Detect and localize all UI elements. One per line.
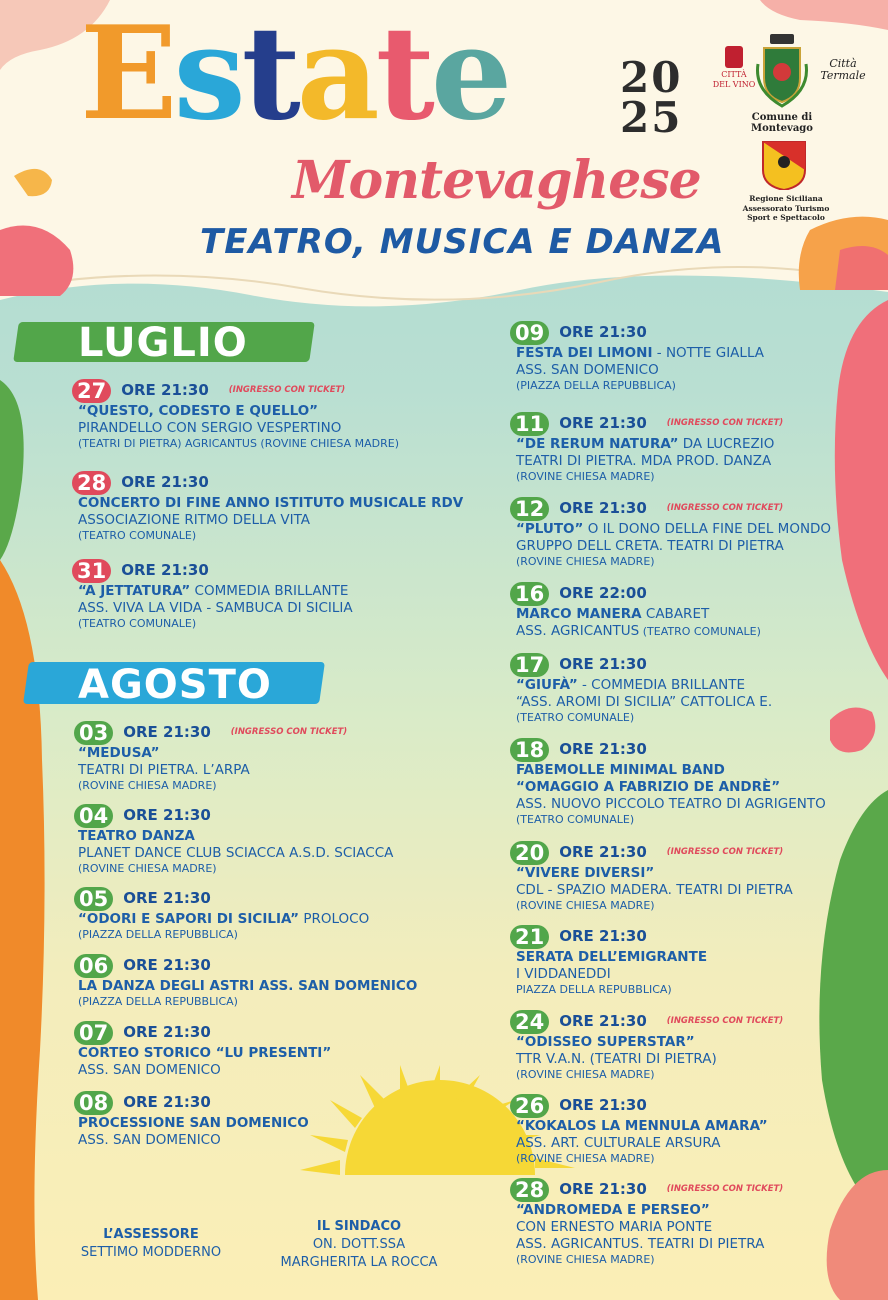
date-badge: 05 — [74, 887, 113, 911]
event-line: ASS. VIVA LA VIDA - SAMBUCA DI SICILIA — [78, 600, 353, 616]
event-time: ORE 21:30 — [123, 889, 211, 907]
event-line: ASS. ART. CULTURALE ARSURA — [516, 1135, 721, 1151]
ticket-note: (INGRESSO CON TICKET) — [666, 503, 784, 513]
month-agosto: AGOSTO — [78, 662, 272, 708]
date-badge: 28 — [510, 1178, 549, 1202]
event-venue: (PIAZZA DELLA REPUBBLICA) — [78, 995, 238, 1008]
event-venue: (TEATRO COMUNALE) — [78, 529, 197, 542]
event-title: “GIUFÀ” — [516, 677, 578, 693]
event-venue: (ROVINE CHIESA MADRE) — [516, 1253, 655, 1266]
date-badge: 24 — [510, 1010, 549, 1034]
date-badge: 28 — [72, 471, 111, 495]
event-time: ORE 21:30 — [559, 1096, 647, 1114]
comune-crest — [752, 34, 812, 112]
event-time: ORE 21:30 — [559, 414, 647, 432]
event-venue: (TEATRO COMUNALE) — [78, 617, 197, 630]
event-item — [74, 1090, 309, 1149]
date-badge: 18 — [510, 738, 549, 762]
event-time: ORE 21:30 — [123, 1023, 211, 1041]
event-title: “MEDUSA” — [78, 745, 160, 761]
event-venue: (TEATRO COMUNALE) — [516, 711, 635, 724]
event-line: ASS. NUOVO PICCOLO TEATRO DI AGRIGENTO — [516, 796, 826, 812]
event-venue: (TEATRO COMUNALE) — [516, 813, 635, 826]
ticket-note: (INGRESSO CON TICKET) — [666, 1016, 784, 1026]
title-letter: t — [241, 0, 297, 149]
event-time: ORE 21:30 — [559, 843, 647, 861]
event-venue: (ROVINE CHIESA MADRE) — [516, 1068, 655, 1081]
event-line: PIRANDELLO CON SERGIO VESPERTINO — [78, 420, 342, 436]
logo-citta-vino: CITTÀ DEL VINO — [712, 46, 756, 90]
date-badge: 20 — [510, 841, 549, 865]
signature-sindaco: IL SINDACO ON. DOTT.SSA MARGHERITA LA ROCCA — [280, 1219, 438, 1270]
event-time: ORE 21:30 — [121, 381, 209, 399]
event-time: ORE 21:30 — [559, 323, 647, 341]
event-time: ORE 21:30 — [123, 1093, 211, 1111]
title-letter: e — [430, 0, 509, 149]
event-time: ORE 21:30 — [559, 655, 647, 673]
event-item — [74, 720, 347, 793]
ticket-note: (INGRESSO CON TICKET) — [228, 385, 346, 395]
month-luglio: LUGLIO — [78, 320, 248, 366]
event-venue: (ROVINE CHIESA MADRE) — [516, 1152, 655, 1165]
trinacria-icon — [761, 140, 807, 190]
event-venue: (ROVINE CHIESA MADRE) — [78, 862, 217, 875]
date-badge: 21 — [510, 925, 549, 949]
event-line: PLANET DANCE CLUB SCIACCA A.S.D. SCIACCA — [78, 845, 394, 861]
event-title: “A JETTATURA” — [78, 583, 191, 599]
event-line: CON ERNESTO MARIA PONTE — [516, 1219, 713, 1235]
event-time: ORE 21:30 — [559, 1012, 647, 1030]
event-title: “PLUTO” — [516, 521, 584, 537]
event-line: ASS. AGRICANTUS (TEATRO COMUNALE) — [516, 623, 761, 639]
event-line: ASS. SAN DOMENICO — [516, 362, 659, 378]
logo-citta-termale: Città Termale — [820, 57, 866, 82]
date-badge: 31 — [72, 559, 111, 583]
regione-label: Regione Siciliana Assessorato Turismo Sport e Spettacolo — [742, 194, 830, 222]
event-line: TEATRI DI PIETRA. MDA PROD. DANZA — [516, 453, 772, 469]
event-title: “KOKALOS LA MENNULA AMARA” — [516, 1118, 768, 1134]
event-venue: (ROVINE CHIESA MADRE) — [516, 899, 655, 912]
event-item: 16 ORE 22:00 MARCO MANERA CABARET ASS. AGRICANTUS (TEATRO COMUNALE) — [510, 581, 761, 640]
event-item — [510, 1177, 783, 1267]
event-title: FESTA DEI LIMONI — [516, 345, 653, 361]
event-item — [510, 1093, 768, 1166]
event-title: LA DANZA DEGLI ASTRI ASS. SAN DOMENICO — [78, 978, 418, 994]
wine-icon — [725, 46, 743, 68]
event-venue: PIAZZA DELLA REPUBBLICA) — [516, 983, 672, 996]
event-item: 17 ORE 21:30 “GIUFÀ” - COMMEDIA BRILLANTE “ASS. AROMI DI SICILIA” CATTOLICA E. (TEATRO COMUNALE) — [510, 652, 772, 725]
event-time: ORE 21:30 — [123, 956, 211, 974]
event-venue: (PIAZZA DELLA REPUBBLICA) — [516, 379, 676, 392]
date-badge: 11 — [510, 412, 549, 436]
event-line: TTR V.A.N. (TEATRI DI PIETRA) — [516, 1051, 717, 1067]
date-badge: 09 — [510, 321, 549, 345]
date-badge: 04 — [74, 804, 113, 828]
event-item — [72, 378, 399, 451]
event-line: I VIDDANEDDI — [516, 966, 611, 982]
event-title: TEATRO DANZA — [78, 828, 195, 844]
ticket-note: (INGRESSO CON TICKET) — [666, 418, 784, 428]
event-title: PROCESSIONE SAN DOMENICO — [78, 1115, 309, 1131]
event-title: “ODORI E SAPORI DI SICILIA” — [78, 911, 300, 927]
ticket-note: (INGRESSO CON TICKET) — [230, 727, 348, 737]
signature-assessore: L’ASSESSORE SETTIMO MODDERNO — [80, 1227, 222, 1260]
event-item — [510, 924, 707, 997]
title-letter: t — [375, 0, 431, 149]
event-venue: (ROVINE CHIESA MADRE) — [516, 470, 655, 483]
event-item — [74, 953, 417, 1009]
ticket-note: (INGRESSO CON TICKET) — [666, 1184, 784, 1194]
comune-label: Comune di Montevago — [751, 112, 813, 134]
event-title: MARCO MANERA — [516, 606, 642, 622]
event-venue: (PIAZZA DELLA REPUBBLICA) — [78, 928, 238, 941]
date-badge: 12 — [510, 497, 549, 521]
event-venue: (TEATRI DI PIETRA) AGRICANTUS (ROVINE CHIESA MADRE) — [78, 437, 399, 450]
regione-logo — [760, 140, 808, 194]
date-badge: 03 — [74, 721, 113, 745]
event-item — [72, 470, 463, 543]
event-time: ORE 21:30 — [123, 723, 211, 741]
event-item: 05 ORE 21:30 “ODORI E SAPORI DI SICILIA” PROLOCO (PIAZZA DELLA REPUBBLICA) — [74, 886, 369, 942]
date-badge: 16 — [510, 582, 549, 606]
event-time: ORE 21:30 — [121, 473, 209, 491]
title-letter: s — [173, 0, 242, 149]
title-letter: E — [80, 0, 174, 149]
event-time: ORE 21:30 — [121, 561, 209, 579]
event-title: “ANDROMEDA E PERSEO” — [516, 1202, 710, 1218]
event-item: 31 ORE 21:30 “A JETTATURA” COMMEDIA BRILLANTE ASS. VIVA LA VIDA - SAMBUCA DI SICILIA (TEATRO COMUNALE) — [72, 558, 353, 631]
date-badge: 17 — [510, 653, 549, 677]
event-venue: (ROVINE CHIESA MADRE) — [78, 779, 217, 792]
event-time: ORE 21:30 — [559, 1180, 647, 1198]
event-title: “ODISSEO SUPERSTAR” — [516, 1034, 695, 1050]
event-item — [74, 1020, 331, 1079]
event-item: 09 ORE 21:30 FESTA DEI LIMONI - NOTTE GIALLA ASS. SAN DOMENICO (PIAZZA DELLA REPUBBLICA) — [510, 320, 764, 393]
event-line: ASSOCIAZIONE RITMO DELLA VITA — [78, 512, 311, 528]
event-item: 12 ORE 21:30 (INGRESSO CON TICKET) “PLUTO” O IL DONO DELLA FINE DEL MONDO GRUPPO DELL CRETA. TEATRI DI PIETRA (ROVINE CHIESA MADRE) — [510, 496, 831, 569]
event-line: CDL - SPAZIO MADERA. TEATRI DI PIETRA — [516, 882, 793, 898]
title-letter: a — [296, 0, 376, 149]
event-time: ORE 21:30 — [559, 927, 647, 945]
event-title: CORTEO STORICO “LU PRESENTI” — [78, 1045, 332, 1061]
event-title: “VIVERE DIVERSI” — [516, 865, 655, 881]
date-badge: 27 — [72, 379, 111, 403]
event-item: 11 ORE 21:30 (INGRESSO CON TICKET) “DE RERUM NATURA” DA LUCREZIO TEATRI DI PIETRA. MDA PROD. DANZA (ROVINE CHIESA MADRE) — [510, 411, 783, 484]
event-time: ORE 22:00 — [559, 584, 647, 602]
event-venue: (ROVINE CHIESA MADRE) — [516, 555, 655, 568]
event-time: ORE 21:30 — [559, 499, 647, 517]
ticket-note: (INGRESSO CON TICKET) — [666, 847, 784, 857]
event-line: “ASS. AROMI DI SICILIA” CATTOLICA E. — [516, 694, 773, 710]
event-line: ASS. SAN DOMENICO — [78, 1062, 221, 1078]
event-subtitle: “OMAGGIO A FABRIZIO DE ANDRÈ” — [516, 779, 781, 795]
event-title: “DE RERUM NATURA” — [516, 436, 679, 452]
event-time: ORE 21:30 — [559, 740, 647, 758]
date-badge: 07 — [74, 1021, 113, 1045]
date-badge: 06 — [74, 954, 113, 978]
event-title: “QUESTO, CODESTO E QUELLO” — [78, 403, 319, 419]
event-item — [510, 840, 793, 913]
event-item — [74, 803, 393, 876]
date-badge: 26 — [510, 1094, 549, 1118]
event-item — [510, 737, 826, 827]
event-line: TEATRI DI PIETRA. L’ARPA — [78, 762, 250, 778]
event-title: SERATA DELL’EMIGRANTE — [516, 949, 708, 965]
event-title: FABEMOLLE MINIMAL BAND — [516, 762, 725, 778]
year: 20 25 — [620, 53, 683, 142]
event-line: ASS. AGRICANTUS. TEATRI DI PIETRA — [516, 1236, 765, 1252]
tagline: TEATRO, MUSICA E DANZA — [200, 222, 725, 262]
poster-subtitle: Montevaghese — [292, 150, 701, 211]
event-time: ORE 21:30 — [123, 806, 211, 824]
date-badge: 08 — [74, 1091, 113, 1115]
poster-title — [80, 0, 509, 149]
event-item — [510, 1009, 783, 1082]
event-line: GRUPPO DELL CRETA. TEATRI DI PIETRA — [516, 538, 784, 554]
event-line: ASS. SAN DOMENICO — [78, 1132, 221, 1148]
crest-icon — [754, 34, 810, 108]
event-title: CONCERTO DI FINE ANNO ISTITUTO MUSICALE RDV — [78, 495, 464, 511]
